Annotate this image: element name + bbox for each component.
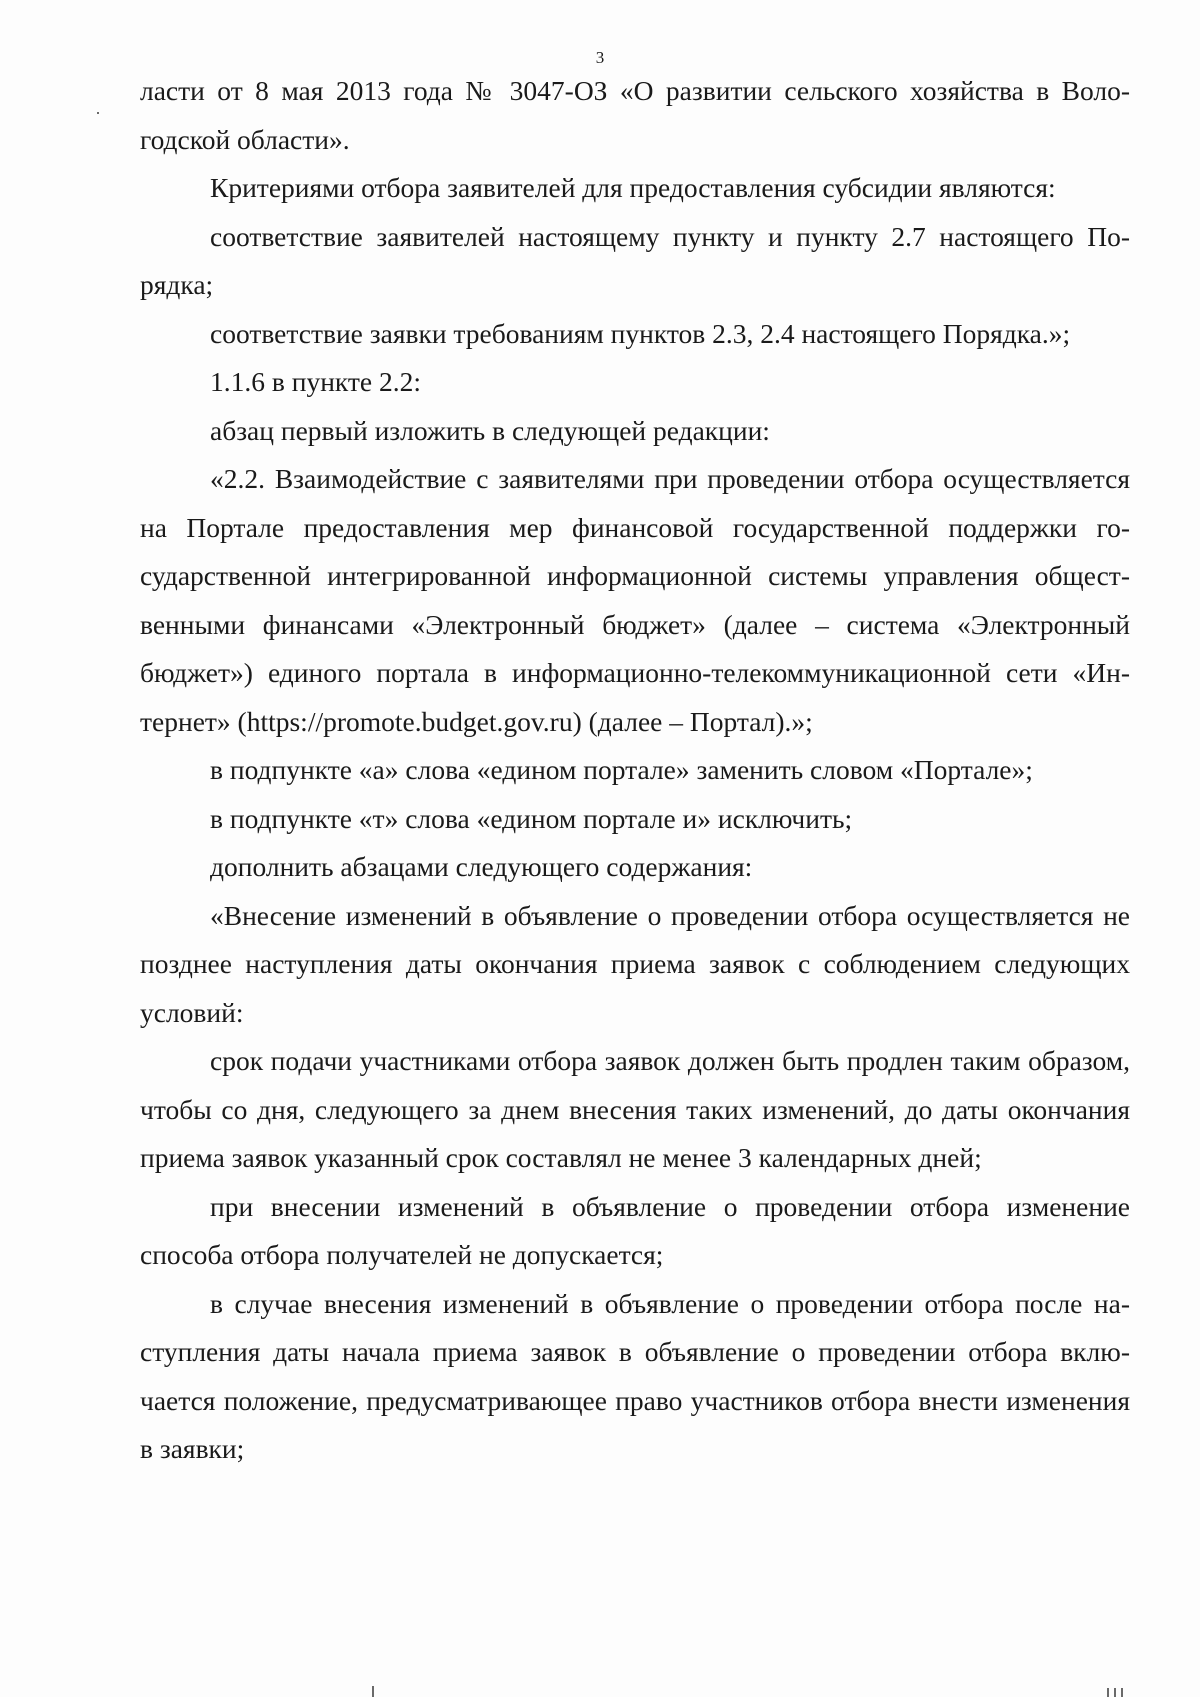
scan-tick-bottom-right-1 xyxy=(1107,1688,1109,1697)
paragraph-subitem-t: в подпункте «т» слова «едином портале и» исключить; xyxy=(210,802,853,834)
paragraph-selection-criteria: Критериями отбора заявителей для предоставления субсидии являются: xyxy=(210,172,1056,203)
paragraph-supplement: дополнить абзацами следующего содержания: xyxy=(210,851,753,882)
paragraph-2-2-text: «2.2. Взаимодействие с заявителями при проведении отбора осуществляется на Портале предоставления мер финансовой государственной поддержки государственной интегрированной информационной системы управления общественными финансами «Электронный бюджет» (далее – система «Электронный бюджет») единого портала в информационно-телекоммуникационной сети «Интернет» (https://promote.budget.gov.ru) (далее – Портал).»; xyxy=(140,463,1130,737)
paragraph-subitem-a: в подпункте «а» слова «едином портале» заменить словом «Портале»; xyxy=(210,754,1033,785)
paragraph-criterion-application: соответствие заявки требованиям пунктов 2.3, 2.4 настоящего Порядка.»; xyxy=(210,317,1071,349)
scan-speck xyxy=(97,112,99,114)
paragraph-continuation: ласти от 8 мая 2013 года № 3047-ОЗ «О развитии сельского хозяйства в Вологодской области». xyxy=(140,75,1130,155)
document-body xyxy=(140,67,1130,1474)
paragraph-right-to-amend: в случае внесения изменений в объявление о проведении отбора после наступления даты начала приема заявок в объявление о проведении отбора включается положение, предусматривающее право участников отбора внести изменения в заявки; xyxy=(140,1287,1130,1464)
paragraph-first-abzac: абзац первый изложить в следующей редакции: xyxy=(210,414,770,446)
paragraph-deadline-extension: срок подачи участниками отбора заявок должен быть продлен таким образом, чтобы со дня, следующего за днем внесения таких изменений, до даты окончания приема заявок указанный срок составлял не менее 3 календарных дней; xyxy=(140,1045,1130,1173)
scan-tick-bottom-right-2 xyxy=(1114,1688,1116,1697)
scan-tick-bottom-right-3 xyxy=(1121,1688,1123,1697)
paragraph-amendments: «Внесение изменений в объявление о проведении отбора осуществляется не позднее наступления даты окончания приема заявок с соблюдением следующих условий: xyxy=(140,899,1130,1028)
paragraph-method-unchanged: при внесении изменений в объявление о проведении отбора изменение способа отбора получателей не допускается; xyxy=(140,1190,1130,1270)
scan-tick-bottom-left xyxy=(372,1686,374,1697)
page-number: 3 xyxy=(595,48,605,67)
paragraph-criterion-applicants: соответствие заявителей настоящему пункту и пункту 2.7 настоящего Порядка; xyxy=(140,220,1130,300)
paragraph-item-1-1-6: 1.1.6 в пункте 2.2: xyxy=(210,366,422,397)
